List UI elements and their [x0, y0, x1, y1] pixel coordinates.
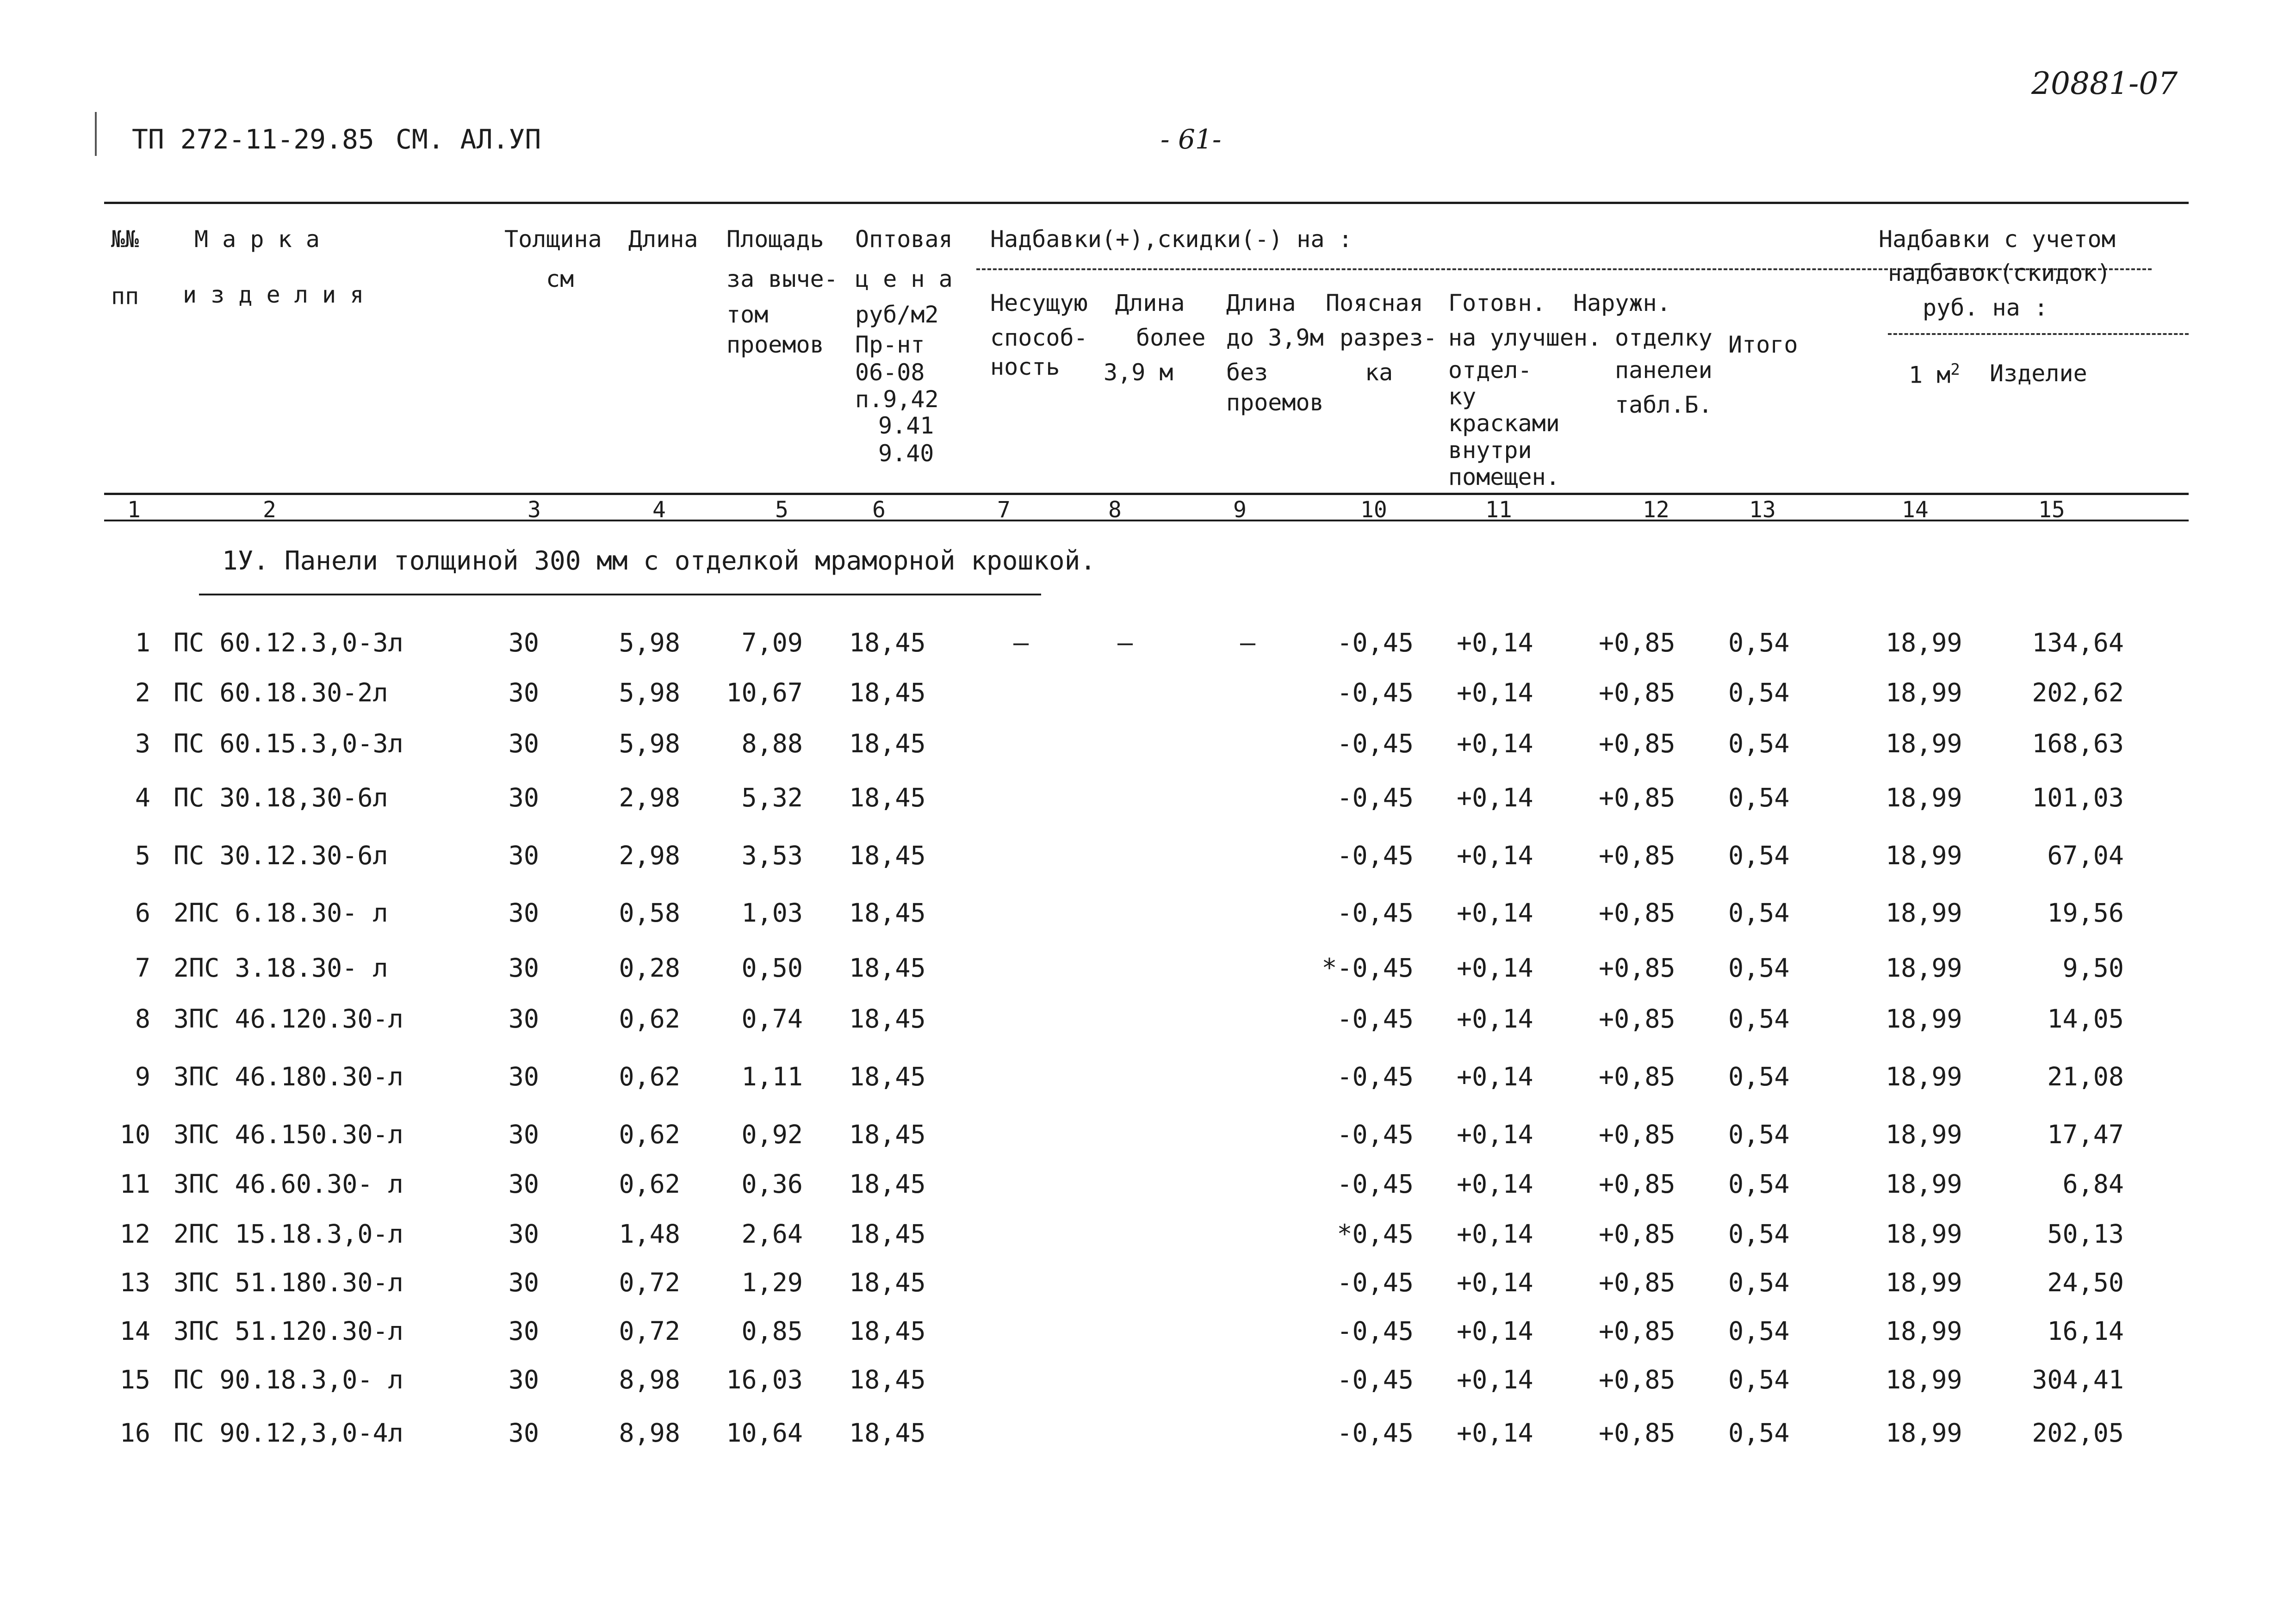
cell-len: 2,98 [619, 841, 680, 870]
cell-n: 13 [119, 1268, 150, 1297]
cell-c12: +0,85 [1599, 1062, 1675, 1091]
cell-c12: +0,85 [1599, 1316, 1675, 1346]
header-col7: способ- [990, 324, 1088, 351]
cell-c15: 50,13 [2047, 1219, 2124, 1249]
cell-n: 14 [119, 1316, 150, 1346]
cell-c14: 18,99 [1886, 1268, 1962, 1297]
cell-c12: +0,85 [1599, 628, 1675, 657]
header-bottom-rule [104, 493, 2189, 495]
cell-c14: 18,99 [1886, 953, 1962, 983]
cell-price: 18,45 [849, 898, 926, 928]
header-price: п.9,42 [855, 386, 939, 413]
cell-c13: 0,54 [1728, 1004, 1790, 1034]
column-number: 11 [1485, 497, 1512, 523]
cell-c10: -0,45 [1337, 898, 1414, 928]
cell-thick: 30 [508, 841, 539, 870]
cell-c11: +0,14 [1457, 1365, 1533, 1394]
cell-c15: 19,56 [2047, 898, 2124, 928]
header-price: 9.41 [878, 412, 934, 439]
cell-c14: 18,99 [1886, 1316, 1962, 1346]
cell-len: 1,48 [619, 1219, 680, 1249]
cell-area: 3,53 [741, 841, 803, 870]
header-col12: Наружн. [1573, 290, 1671, 316]
sheet-reference: СМ. АЛ.УП [396, 124, 541, 155]
header-col8: Длина [1115, 290, 1185, 316]
cell-area: 8,88 [741, 729, 803, 758]
cell-c11: +0,14 [1457, 1004, 1533, 1034]
cell-c14: 18,99 [1886, 1004, 1962, 1034]
cell-c15: 202,62 [2032, 678, 2124, 707]
cell-len: 0,72 [619, 1268, 680, 1297]
cell-thick: 30 [508, 1219, 539, 1249]
cell-thick: 30 [508, 678, 539, 707]
cell-thick: 30 [508, 1418, 539, 1448]
cell-area: 1,03 [741, 898, 803, 928]
cell-c14: 18,99 [1886, 628, 1962, 657]
section-title: 1У. Панели толщиной 300 мм с отделкой мраморной крошкой. [222, 546, 1096, 576]
cell-area: 0,85 [741, 1316, 803, 1346]
cell-c11: +0,14 [1457, 841, 1533, 870]
cell-c10: -0,45 [1337, 678, 1414, 707]
cell-c10: -0,45 [1337, 1004, 1414, 1034]
cell-price: 18,45 [849, 1004, 926, 1034]
header-col13: Итого [1728, 331, 1798, 358]
cell-mark: 3ПС 46.180.30-л [174, 1062, 403, 1091]
column-number: 6 [872, 497, 886, 523]
cell-price: 18,45 [849, 1062, 926, 1091]
cell-thick: 30 [508, 898, 539, 928]
cell-price: 18,45 [849, 1316, 926, 1346]
header-price: руб/м2 [855, 301, 939, 328]
header-price: 06-08 [855, 359, 925, 386]
cell-thick: 30 [508, 1062, 539, 1091]
header-col8: более [1136, 324, 1206, 351]
cell-c12: +0,85 [1599, 1365, 1675, 1394]
cell-c12: +0,85 [1599, 1169, 1675, 1199]
cell-c12: +0,85 [1599, 841, 1675, 870]
cell-area: 5,32 [741, 783, 803, 812]
cell-c13: 0,54 [1728, 898, 1790, 928]
cell-len: 5,98 [619, 678, 680, 707]
cell-price: 18,45 [849, 1418, 926, 1448]
cell-thick: 30 [508, 1169, 539, 1199]
column-number: 13 [1749, 497, 1776, 523]
cell-thick: 30 [508, 628, 539, 657]
cell-c14: 18,99 [1886, 1365, 1962, 1394]
total-subgroup-rule [1888, 333, 2189, 335]
column-number: 7 [997, 497, 1011, 523]
cell-mark: 3ПС 46.150.30-л [174, 1120, 403, 1149]
cell-c10: -0,45 [1337, 628, 1414, 657]
table-top-rule [104, 202, 2189, 204]
cell-len: 0,62 [619, 1169, 680, 1199]
header-col14-text: 1 м [1909, 361, 1951, 389]
header-col12: отделку [1615, 324, 1713, 351]
cell-area: 0,92 [741, 1120, 803, 1149]
cell-c7: – [1013, 628, 1029, 657]
cell-c14: 18,99 [1886, 1120, 1962, 1149]
cell-c14: 18,99 [1886, 1062, 1962, 1091]
cell-price: 18,45 [849, 841, 926, 870]
column-number: 8 [1108, 497, 1122, 523]
header-nn: №№ [111, 226, 139, 253]
cell-len: 8,98 [619, 1418, 680, 1448]
cell-c12: +0,85 [1599, 1268, 1675, 1297]
header-col9: Длина [1226, 290, 1296, 316]
cell-c10: *-0,45 [1322, 953, 1414, 983]
header-surcharges: Надбавки(+),скидки(-) на : [990, 226, 1353, 253]
cell-n: 12 [119, 1219, 150, 1249]
cell-thick: 30 [508, 1268, 539, 1297]
cell-mark: 2ПС 6.18.30- л [174, 898, 388, 928]
cell-c11: +0,14 [1457, 953, 1533, 983]
header-col9: без [1226, 359, 1268, 386]
cell-n: 4 [135, 783, 150, 812]
header-area: проемов [726, 331, 824, 358]
cell-price: 18,45 [849, 783, 926, 812]
header-col9: до 3,9м [1226, 324, 1324, 351]
header-col11: Готовн. [1448, 290, 1546, 316]
cell-c10: -0,45 [1337, 1316, 1414, 1346]
cell-c11: +0,14 [1457, 1418, 1533, 1448]
cell-n: 15 [119, 1365, 150, 1394]
cell-mark: ПС 30.18,30-6л [174, 783, 388, 812]
cell-c15: 134,64 [2032, 628, 2124, 657]
header-totals: руб. на : [1923, 294, 2048, 321]
cell-c10: -0,45 [1337, 729, 1414, 758]
cell-price: 18,45 [849, 729, 926, 758]
cell-area: 0,36 [741, 1169, 803, 1199]
cell-c8: – [1117, 628, 1133, 657]
cell-c11: +0,14 [1457, 898, 1533, 928]
cell-n: 10 [119, 1120, 150, 1149]
cell-c9: – [1240, 628, 1256, 657]
cell-c15: 168,63 [2032, 729, 2124, 758]
cell-c11: +0,14 [1457, 1268, 1533, 1297]
column-number: 12 [1643, 497, 1669, 523]
header-col14-sup: 2 [1950, 360, 1960, 379]
cell-c14: 18,99 [1886, 1418, 1962, 1448]
header-nn: пп [111, 283, 139, 310]
cell-thick: 30 [508, 1120, 539, 1149]
cell-c15: 14,05 [2047, 1004, 2124, 1034]
cell-c10: -0,45 [1337, 1120, 1414, 1149]
header-price: ц е н а [855, 266, 953, 292]
cell-len: 2,98 [619, 783, 680, 812]
header-area: за выче- [726, 266, 838, 292]
cell-c12: +0,85 [1599, 678, 1675, 707]
cell-c12: +0,85 [1599, 783, 1675, 812]
cell-c12: +0,85 [1599, 953, 1675, 983]
cell-n: 9 [135, 1062, 150, 1091]
cell-c15: 67,04 [2047, 841, 2124, 870]
cell-mark: ПС 90.12,3,0-4л [174, 1418, 403, 1448]
header-totals: Надбавки с учетом [1879, 226, 2116, 253]
cell-area: 0,74 [741, 1004, 803, 1034]
header-col10: разрез- [1340, 324, 1437, 351]
header-col9: проемов [1226, 389, 1324, 416]
column-numbers-rule [104, 520, 2189, 521]
cell-c15: 9,50 [2062, 953, 2124, 983]
cell-c11: +0,14 [1457, 1062, 1533, 1091]
cell-n: 6 [135, 898, 150, 928]
cell-len: 0,28 [619, 953, 680, 983]
cell-c14: 18,99 [1886, 1219, 1962, 1249]
cell-price: 18,45 [849, 1120, 926, 1149]
cell-thick: 30 [508, 783, 539, 812]
cell-thick: 30 [508, 1365, 539, 1394]
column-number: 10 [1360, 497, 1387, 523]
cell-len: 8,98 [619, 1365, 680, 1394]
cell-c12: +0,85 [1599, 1004, 1675, 1034]
cell-area: 10,64 [726, 1418, 803, 1448]
cell-n: 1 [135, 628, 150, 657]
column-number: 9 [1233, 497, 1247, 523]
cell-c13: 0,54 [1728, 678, 1790, 707]
cell-mark: ПС 60.15.3,0-3л [174, 729, 403, 758]
header-col11: на улучшен. [1448, 324, 1602, 351]
header-mark: и з д е л и я [183, 281, 364, 308]
header-col15: Изделие [1990, 360, 2087, 387]
column-number: 14 [1902, 497, 1929, 523]
header-col11: ку [1448, 383, 1477, 410]
cell-c13: 0,54 [1728, 729, 1790, 758]
cell-c14: 18,99 [1886, 783, 1962, 812]
cell-c15: 101,03 [2032, 783, 2124, 812]
cell-price: 18,45 [849, 1268, 926, 1297]
header-col11: красками [1448, 410, 1560, 437]
column-number: 3 [527, 497, 541, 523]
cell-mark: ПС 90.18.3,0- л [174, 1365, 403, 1394]
column-number: 4 [652, 497, 666, 523]
cell-c14: 18,99 [1886, 729, 1962, 758]
header-totals: надбавок(скидок) [1888, 260, 2111, 286]
cell-price: 18,45 [849, 1169, 926, 1199]
cell-c15: 16,14 [2047, 1316, 2124, 1346]
cell-c13: 0,54 [1728, 1316, 1790, 1346]
cell-c13: 0,54 [1728, 1418, 1790, 1448]
cell-mark: 2ПС 3.18.30- л [174, 953, 388, 983]
cell-thick: 30 [508, 1004, 539, 1034]
cell-c13: 0,54 [1728, 1169, 1790, 1199]
cell-c11: +0,14 [1457, 1120, 1533, 1149]
cell-c13: 0,54 [1728, 1219, 1790, 1249]
cell-c13: 0,54 [1728, 1268, 1790, 1297]
header-thickness-unit: см [546, 266, 574, 292]
cell-c13: 0,54 [1728, 953, 1790, 983]
header-col10: ка [1365, 359, 1393, 386]
cell-n: 8 [135, 1004, 150, 1034]
cell-area: 10,67 [726, 678, 803, 707]
cell-mark: 2ПС 15.18.3,0-л [174, 1219, 403, 1249]
cell-mark: 3ПС 51.180.30-л [174, 1268, 403, 1297]
project-reference: ТП 272-11-29.85 [132, 124, 374, 155]
header-price: Оптовая [855, 226, 953, 253]
cell-c11: +0,14 [1457, 628, 1533, 657]
cell-c13: 0,54 [1728, 1365, 1790, 1394]
cell-mark: ПС 60.12.3,0-3л [174, 628, 403, 657]
cell-area: 16,03 [726, 1365, 803, 1394]
section-underline [199, 594, 1041, 595]
column-number: 5 [775, 497, 788, 523]
cell-c13: 0,54 [1728, 1120, 1790, 1149]
cell-price: 18,45 [849, 1219, 926, 1249]
cell-len: 5,98 [619, 628, 680, 657]
cell-c10: -0,45 [1337, 1418, 1414, 1448]
header-mark: М а р к а [194, 226, 320, 253]
page-number: - 61- [1160, 124, 1222, 155]
cell-price: 18,45 [849, 628, 926, 657]
cell-len: 0,62 [619, 1004, 680, 1034]
header-col8: 3,9 м [1104, 359, 1173, 386]
cell-thick: 30 [508, 729, 539, 758]
header-col7: Несущую [990, 290, 1088, 316]
surcharge-group-rule [976, 268, 1888, 270]
cell-len: 0,58 [619, 898, 680, 928]
cell-thick: 30 [508, 953, 539, 983]
cell-area: 1,29 [741, 1268, 803, 1297]
cell-area: 2,64 [741, 1219, 803, 1249]
cell-price: 18,45 [849, 1365, 926, 1394]
header-col14 [1909, 362, 1960, 387]
cell-c13: 0,54 [1728, 783, 1790, 812]
header-col10: Поясная [1326, 290, 1423, 316]
cell-n: 2 [135, 678, 150, 707]
column-number: 15 [2038, 497, 2065, 523]
cell-c11: +0,14 [1457, 729, 1533, 758]
cell-c10: -0,45 [1337, 1169, 1414, 1199]
header-price: Пр-нт [855, 331, 925, 358]
cell-c10: -0,45 [1337, 1365, 1414, 1394]
cell-c14: 18,99 [1886, 678, 1962, 707]
cell-c10: *0,45 [1337, 1219, 1414, 1249]
cell-c11: +0,14 [1457, 678, 1533, 707]
cell-c14: 18,99 [1886, 841, 1962, 870]
cell-n: 16 [119, 1418, 150, 1448]
header-area: том [726, 301, 769, 328]
cell-price: 18,45 [849, 678, 926, 707]
cell-price: 18,45 [849, 953, 926, 983]
cell-len: 5,98 [619, 729, 680, 758]
cell-mark: 3ПС 51.120.30-л [174, 1316, 403, 1346]
cell-c11: +0,14 [1457, 1219, 1533, 1249]
cell-c15: 6,84 [2062, 1169, 2124, 1199]
cell-area: 1,11 [741, 1062, 803, 1091]
header-length: Длина [628, 226, 698, 253]
cell-n: 5 [135, 841, 150, 870]
cell-c15: 17,47 [2047, 1120, 2124, 1149]
cell-c15: 202,05 [2032, 1418, 2124, 1448]
cell-c14: 18,99 [1886, 898, 1962, 928]
cell-c11: +0,14 [1457, 783, 1533, 812]
cell-c15: 304,41 [2032, 1365, 2124, 1394]
header-col11: помещен. [1448, 464, 1560, 490]
cell-c15: 21,08 [2047, 1062, 2124, 1091]
cell-c10: -0,45 [1337, 1062, 1414, 1091]
cell-c15: 24,50 [2047, 1268, 2124, 1297]
margin-mark [95, 112, 97, 156]
cell-c13: 0,54 [1728, 1062, 1790, 1091]
cell-n: 3 [135, 729, 150, 758]
cell-area: 7,09 [741, 628, 803, 657]
cell-c12: +0,85 [1599, 1418, 1675, 1448]
header-area: Площадь [726, 226, 824, 253]
cell-c10: -0,45 [1337, 841, 1414, 870]
cell-len: 0,62 [619, 1062, 680, 1091]
header-thickness: Толщина [504, 226, 602, 253]
column-number: 1 [127, 497, 141, 523]
document-number: 20881-07 [2031, 66, 2178, 101]
header-col11: внутри [1448, 437, 1532, 464]
cell-len: 0,62 [619, 1120, 680, 1149]
cell-c11: +0,14 [1457, 1316, 1533, 1346]
header-col11: отдел- [1448, 357, 1532, 384]
cell-c13: 0,54 [1728, 628, 1790, 657]
cell-c10: -0,45 [1337, 1268, 1414, 1297]
cell-mark: ПС 30.12.30-6л [174, 841, 388, 870]
header-col12: панелеи [1615, 357, 1713, 384]
cell-c11: +0,14 [1457, 1169, 1533, 1199]
cell-thick: 30 [508, 1316, 539, 1346]
cell-c14: 18,99 [1886, 1169, 1962, 1199]
cell-mark: ПС 60.18.30-2л [174, 678, 388, 707]
cell-mark: 3ПС 46.60.30- л [174, 1169, 403, 1199]
cell-len: 0,72 [619, 1316, 680, 1346]
cell-mark: 3ПС 46.120.30-л [174, 1004, 403, 1034]
cell-c12: +0,85 [1599, 729, 1675, 758]
header-col7: ность [990, 353, 1060, 380]
cell-c12: +0,85 [1599, 1120, 1675, 1149]
cell-c10: -0,45 [1337, 783, 1414, 812]
cell-c13: 0,54 [1728, 841, 1790, 870]
cell-area: 0,50 [741, 953, 803, 983]
cell-n: 11 [119, 1169, 150, 1199]
header-price: 9.40 [878, 440, 934, 467]
column-number: 2 [263, 497, 276, 523]
cell-c12: +0,85 [1599, 898, 1675, 928]
header-col12: табл.Б. [1615, 391, 1713, 418]
cell-c12: +0,85 [1599, 1219, 1675, 1249]
cell-n: 7 [135, 953, 150, 983]
